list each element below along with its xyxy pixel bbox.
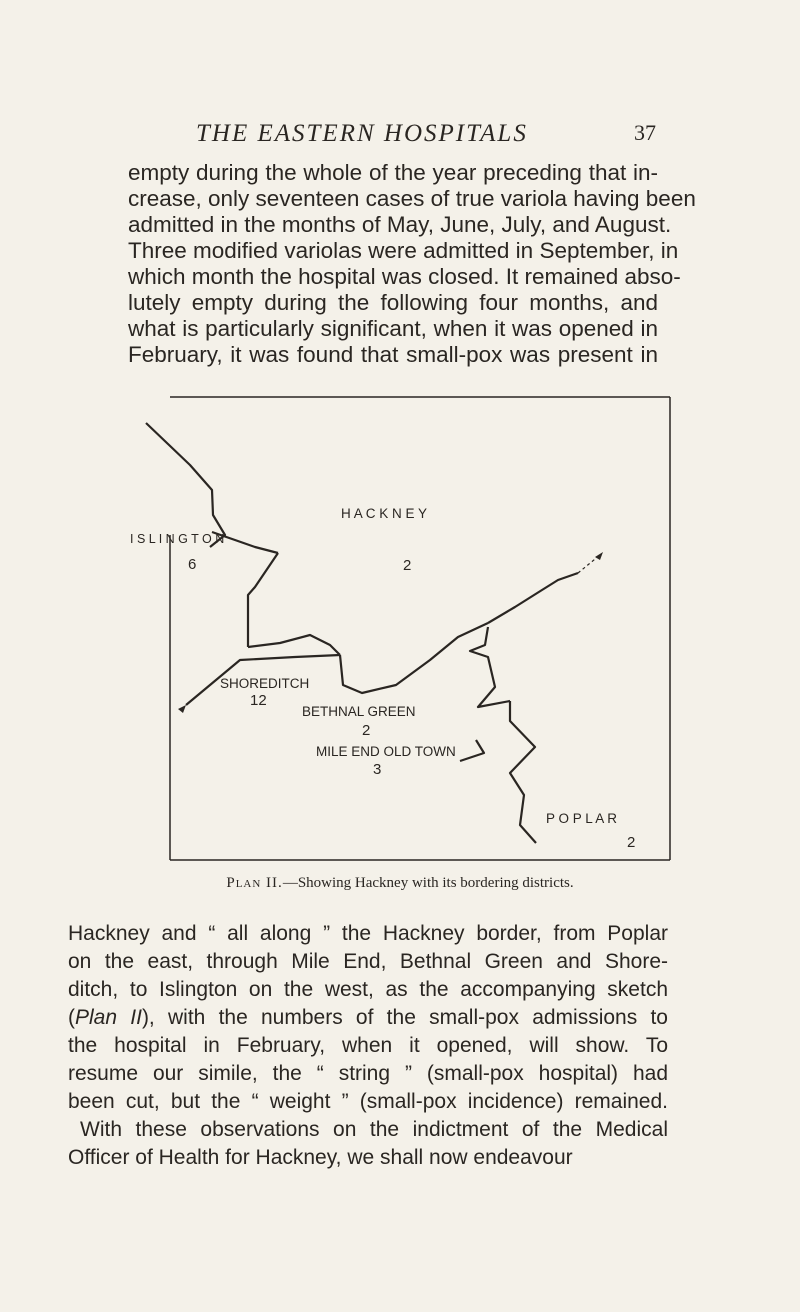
text-line: lutely empty during the following four months, and [128, 290, 658, 315]
text-line: crease, only seventeen cases of true variola having been [128, 186, 696, 211]
text-line: empty during the whole of the year preceding that in- [128, 160, 658, 185]
district-mile-end-label: MILE END OLD TOWN [316, 744, 456, 759]
paragraph-top [128, 160, 696, 368]
district-bethnal-green-count: 2 [362, 722, 371, 739]
boundary-hackney-south [340, 623, 488, 693]
text-line: Three modified variolas were admitted in September, in [128, 238, 679, 263]
district-map [130, 395, 672, 860]
page-number: 37 [634, 120, 656, 145]
district-bethnal-green-label: BETHNAL GREEN [302, 704, 416, 719]
text-line: ditch, to Islington on the west, as the accompanying sketch [68, 978, 668, 1001]
text-line: which month the hospital was closed. It remained abso- [128, 264, 681, 289]
text-line: (Plan II), with the numbers of the small-pox admissions to [68, 1006, 668, 1029]
boundary-west [248, 553, 278, 647]
caption-text: —Showing Hackney with its bordering districts. [282, 875, 574, 891]
text-line: on the east, through Mile End, Bethnal Green and Shore- [68, 950, 668, 973]
figure-caption [0, 875, 800, 892]
district-islington-count: 6 [188, 556, 197, 573]
text-line: the hospital in February, when it opened, will show. To [68, 1034, 668, 1057]
district-shoreditch-label: SHOREDITCH [220, 676, 310, 691]
boundary-bethnal-east [470, 627, 510, 707]
text-line: February, it was found that small-pox was present in [128, 342, 658, 367]
boundary-hackney-east [488, 573, 578, 623]
district-hackney-label: H A C K N E Y [341, 506, 428, 521]
boundary-tick [595, 552, 603, 560]
map-svg [130, 395, 672, 860]
district-islington-label: I S L I N G T O N [130, 532, 225, 546]
borough-boundaries [146, 423, 578, 843]
paragraph-bottom [68, 920, 668, 1172]
district-poplar-label: P O P L A R [546, 811, 618, 826]
text-line: With these observations on the indictment of the Medical [80, 1118, 668, 1141]
boundary-north [146, 423, 225, 547]
text-line: resume our simile, the “ string ” (small-pox hospital) had [68, 1062, 668, 1085]
running-title: THE EASTERN HOSPITALS [196, 120, 528, 147]
boundary-mile-end [460, 740, 484, 761]
district-mile-end-count: 3 [373, 761, 382, 778]
text-line: what is particularly significant, when it was opened in [128, 316, 658, 341]
text-line: Hackney and “ all along ” the Hackney border, from Poplar [68, 922, 668, 945]
boundary-tick [178, 705, 186, 713]
text-line: admitted in the months of May, June, July, and August. [128, 212, 672, 237]
text-line: been cut, but the “ weight ” (small-pox incidence) remained. [68, 1090, 668, 1113]
caption-label: Plan II. [226, 875, 283, 891]
text-line: Officer of Health for Hackney, we shall now endeavour [68, 1146, 573, 1169]
boundary-shoreditch-north [248, 635, 340, 655]
district-poplar-count: 2 [627, 834, 636, 851]
boundary-poplar [510, 701, 536, 843]
district-shoreditch-count: 12 [250, 692, 267, 709]
district-hackney-count: 2 [403, 557, 412, 574]
page-header [196, 120, 656, 152]
